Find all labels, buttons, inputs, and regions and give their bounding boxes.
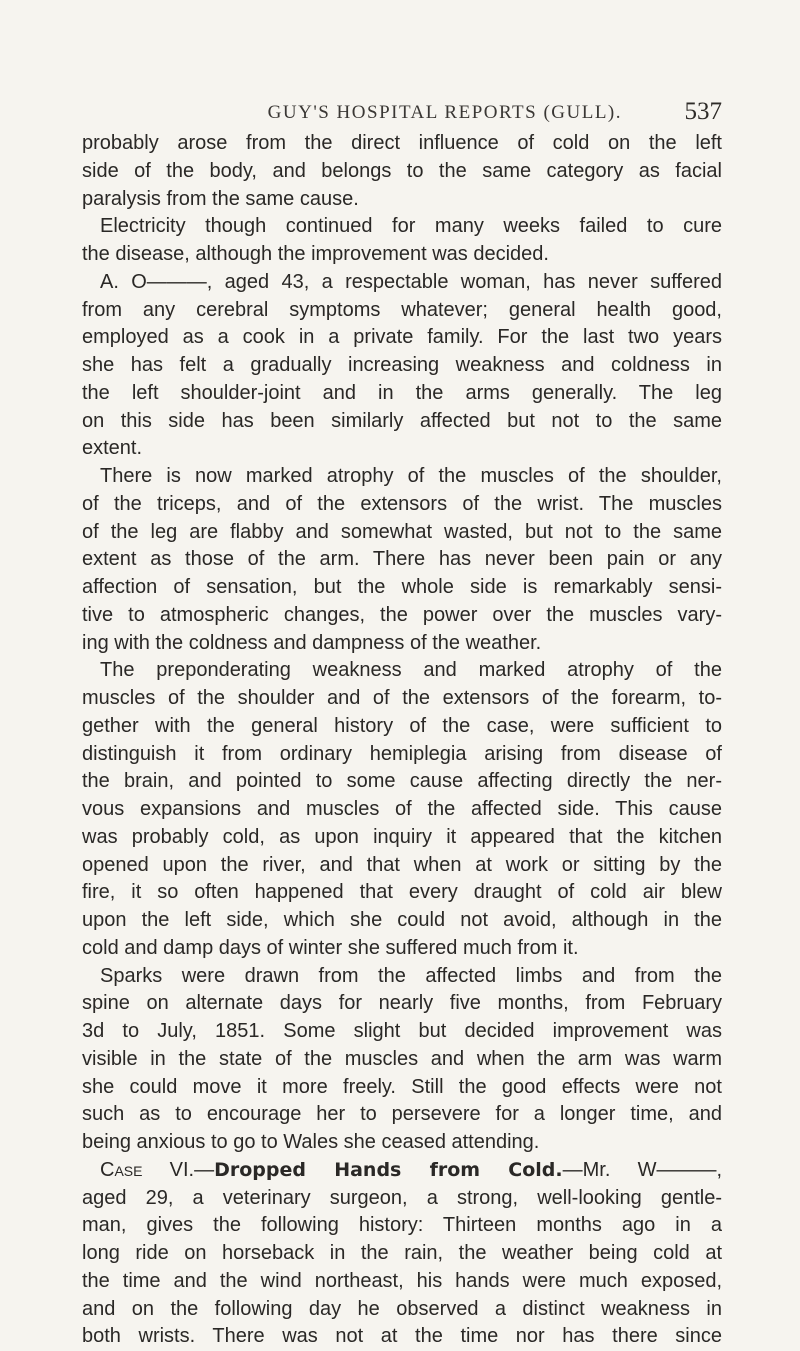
- body-text: [82, 130, 722, 1351]
- text-line: The preponderating weakness and marked atrophy of the: [100, 659, 722, 682]
- text-line: probably arose from the direct influence of cold on the left: [82, 132, 722, 154]
- text-line: gether with the general history of the case, were sufficient to: [82, 714, 722, 737]
- text-line: extent.: [82, 437, 143, 460]
- text-line: she has felt a gradually increasing weakness and coldness in: [82, 354, 722, 376]
- text-line: distinguish it from ordinary hemiplegia arising from disease of: [82, 742, 722, 765]
- case-number: VI.—: [169, 1158, 215, 1181]
- text-line: aged 29, a veterinary surgeon, a strong, well-looking gentle-: [82, 1186, 722, 1209]
- text-line: upon the left side, which she could not avoid, although in the: [82, 909, 722, 931]
- text-line: fire, it so often happened that every draught of cold air blew: [82, 881, 722, 904]
- text-line: muscles of the shoulder and of the extensors of the forearm, to-: [82, 687, 722, 709]
- text-line: the brain, and pointed to some cause affecting directly the ner-: [82, 770, 722, 793]
- text-line: the time and the wind northeast, his hands were much exposed,: [82, 1269, 722, 1292]
- text-line: There is now marked atrophy of the muscles of the shoulder,: [100, 465, 722, 487]
- case-heading-rest: —Mr. W———,: [562, 1158, 722, 1181]
- text-line: and on the following day he observed a distinct weakness in: [82, 1297, 722, 1320]
- text-line: on this side has been similarly affected but not to the same: [82, 409, 722, 432]
- text-line: such as to encourage her to persevere for a longer time, and: [82, 1103, 722, 1126]
- text-line: spine on alternate days for nearly five months, from February: [82, 992, 722, 1015]
- text-line: paralysis from the same cause.: [82, 187, 359, 210]
- page-number: 537: [684, 98, 722, 125]
- text-line: visible in the state of the muscles and when the arm was warm: [82, 1047, 722, 1070]
- text-line: vous expansions and muscles of the affected side. This cause: [82, 798, 722, 820]
- text-line: man, gives the following history: Thirteen months ago in a: [82, 1214, 722, 1237]
- text-line: both wrists. There was not at the time nor has there since: [82, 1325, 722, 1348]
- text-line: the left shoulder-joint and in the arms generally. The leg: [82, 381, 722, 404]
- text-line: of the triceps, and of the extensors of the wrist. The muscles: [82, 492, 722, 515]
- case-title: Dropped Hands from Cold.: [214, 1158, 563, 1181]
- text-line: she could move it more freely. Still the good effects were not: [82, 1075, 722, 1098]
- text-line: ing with the coldness and dampness of the weather.: [82, 631, 542, 654]
- text-line: was probably cold, as upon inquiry it appeared that the kitchen: [82, 825, 722, 848]
- text-line: from any cerebral symptoms whatever; general health good,: [82, 298, 722, 321]
- text-line: the disease, although the improvement was decided.: [82, 243, 549, 265]
- text-line: being anxious to go to Wales she ceased attending.: [82, 1131, 540, 1153]
- running-head: [82, 88, 722, 128]
- text-line: long ride on horseback in the rain, the weather being cold at: [82, 1242, 722, 1264]
- text-line: affection of sensation, but the whole side is remarkably sensi-: [82, 576, 722, 598]
- text-line: of the leg are flabby and somewhat wasted, but not to the same: [82, 520, 722, 543]
- text-line: side of the body, and belongs to the same category as facial: [82, 159, 722, 182]
- case-heading: [82, 1157, 722, 1185]
- text-line: tive to atmospheric changes, the power over the muscles vary-: [82, 603, 722, 626]
- text-line: cold and damp days of winter she suffered much from it.: [82, 936, 579, 959]
- running-title: GUY'S HOSPITAL REPORTS (GULL).: [267, 102, 622, 123]
- text-line: Electricity though continued for many weeks failed to cure: [100, 215, 722, 238]
- text-line: A. O———, aged 43, a respectable woman, has never suffered: [100, 270, 722, 293]
- text-line: opened upon the river, and that when at work or sitting by the: [82, 853, 722, 876]
- text-line: extent as those of the arm. There has never been pain or any: [82, 548, 722, 571]
- text-line: 3d to July, 1851. Some slight but decided improvement was: [82, 1020, 722, 1042]
- text-line: Sparks were drawn from the affected limbs and from the: [100, 964, 722, 987]
- case-label: Case: [100, 1158, 143, 1181]
- text-line: employed as a cook in a private family. For the last two years: [82, 326, 722, 349]
